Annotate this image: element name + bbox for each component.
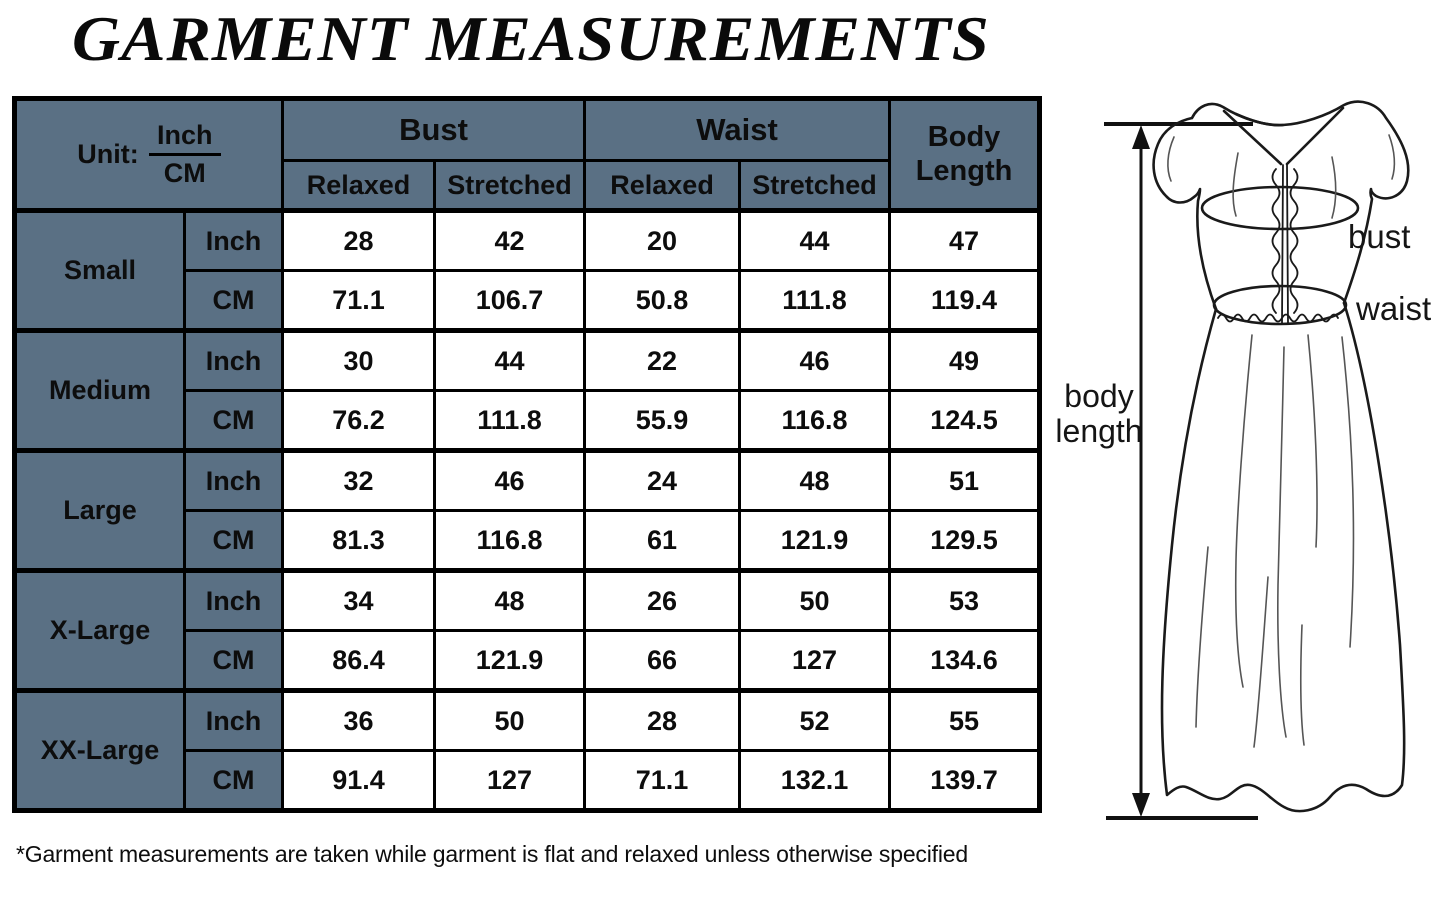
unit-inch-cell: Inch bbox=[185, 211, 283, 271]
unit-cm-cell: CM bbox=[185, 751, 283, 811]
size-label: Medium bbox=[15, 331, 185, 451]
measurement-cell: 50.8 bbox=[585, 271, 740, 331]
measurement-cell: 116.8 bbox=[435, 511, 585, 571]
unit-inch-cell: Inch bbox=[185, 451, 283, 511]
measurement-cell: 121.9 bbox=[435, 631, 585, 691]
waist-relaxed-header: Relaxed bbox=[585, 161, 740, 211]
measurement-cell: 127 bbox=[740, 631, 890, 691]
measurement-cell: 132.1 bbox=[740, 751, 890, 811]
measurement-cell: 48 bbox=[435, 571, 585, 631]
measurement-cell: 55.9 bbox=[585, 391, 740, 451]
measurement-cell: 49 bbox=[890, 331, 1040, 391]
measurement-cell: 52 bbox=[740, 691, 890, 751]
unit-inch-cell: Inch bbox=[185, 691, 283, 751]
measurement-cell: 32 bbox=[283, 451, 435, 511]
measurement-cell: 71.1 bbox=[585, 751, 740, 811]
measurement-cell: 28 bbox=[283, 211, 435, 271]
measurement-cell: 119.4 bbox=[890, 271, 1040, 331]
unit-inch-cell: Inch bbox=[185, 571, 283, 631]
bust-group-header: Bust bbox=[283, 99, 585, 161]
table-row bbox=[15, 691, 1040, 751]
unit-cm-cell: CM bbox=[185, 391, 283, 451]
measurement-cell: 30 bbox=[283, 331, 435, 391]
measurement-cell: 86.4 bbox=[283, 631, 435, 691]
size-label: X-Large bbox=[15, 571, 185, 691]
measurement-cell: 124.5 bbox=[890, 391, 1040, 451]
table-row bbox=[15, 451, 1040, 511]
measurement-cell: 91.4 bbox=[283, 751, 435, 811]
table-row bbox=[15, 571, 1040, 631]
fraction-divider bbox=[149, 153, 221, 156]
measurement-cell: 71.1 bbox=[283, 271, 435, 331]
body-length-label: body length bbox=[1055, 378, 1143, 449]
unit-label: Unit: bbox=[77, 139, 139, 169]
measurement-cell: 48 bbox=[740, 451, 890, 511]
waist-group-header: Waist bbox=[585, 99, 890, 161]
unit-fraction bbox=[149, 120, 221, 189]
measurement-cell: 34 bbox=[283, 571, 435, 631]
measurement-cell: 50 bbox=[435, 691, 585, 751]
measurement-cell: 121.9 bbox=[740, 511, 890, 571]
measurement-cell: 129.5 bbox=[890, 511, 1040, 571]
bust-relaxed-header: Relaxed bbox=[283, 161, 435, 211]
back-ruffle bbox=[1273, 165, 1298, 323]
unit-cm-cell: CM bbox=[185, 631, 283, 691]
measurement-cell: 111.8 bbox=[435, 391, 585, 451]
measurement-cell: 20 bbox=[585, 211, 740, 271]
unit-header-cell bbox=[15, 99, 283, 211]
measurement-cell: 111.8 bbox=[740, 271, 890, 331]
dress-diagram bbox=[1040, 85, 1445, 920]
body-length-header: Body Length bbox=[890, 99, 1040, 211]
page-title: GARMENT MEASUREMENTS bbox=[72, 3, 990, 74]
header-row-groups bbox=[15, 99, 1040, 161]
table-row bbox=[15, 211, 1040, 271]
measurement-cell: 46 bbox=[435, 451, 585, 511]
unit-cm-cell: CM bbox=[185, 511, 283, 571]
measurement-cell: 44 bbox=[435, 331, 585, 391]
measurement-cell: 50 bbox=[740, 571, 890, 631]
measurement-cell: 22 bbox=[585, 331, 740, 391]
measurement-cell: 24 bbox=[585, 451, 740, 511]
unit-inch-cell: Inch bbox=[185, 331, 283, 391]
dress-illustration bbox=[1040, 85, 1445, 920]
table-row bbox=[15, 331, 1040, 391]
unit-inch-label: Inch bbox=[156, 120, 213, 150]
measurement-cell: 44 bbox=[740, 211, 890, 271]
unit-cm-label: CM bbox=[163, 158, 206, 188]
measurement-cell: 66 bbox=[585, 631, 740, 691]
measurement-cell: 139.7 bbox=[890, 751, 1040, 811]
measurement-cell: 42 bbox=[435, 211, 585, 271]
measurement-cell: 106.7 bbox=[435, 271, 585, 331]
measurement-cell: 61 bbox=[585, 511, 740, 571]
measurement-cell: 116.8 bbox=[740, 391, 890, 451]
measurement-cell: 55 bbox=[890, 691, 1040, 751]
unit-cm-cell: CM bbox=[185, 271, 283, 331]
measurement-cell: 53 bbox=[890, 571, 1040, 631]
waist-label: waist bbox=[1356, 290, 1432, 327]
bust-label: bust bbox=[1348, 218, 1411, 255]
bust-stretched-header: Stretched bbox=[435, 161, 585, 211]
measurement-cell: 51 bbox=[890, 451, 1040, 511]
measurement-cell: 28 bbox=[585, 691, 740, 751]
waist-stretched-header: Stretched bbox=[740, 161, 890, 211]
measurement-cell: 36 bbox=[283, 691, 435, 751]
size-label: Small bbox=[15, 211, 185, 331]
footnote-text: *Garment measurements are taken while garment is flat and relaxed unless otherwise specified bbox=[16, 841, 968, 867]
size-label: XX-Large bbox=[15, 691, 185, 811]
measurement-cell: 127 bbox=[435, 751, 585, 811]
measurement-cell: 76.2 bbox=[283, 391, 435, 451]
measurement-cell: 26 bbox=[585, 571, 740, 631]
measurement-cell: 81.3 bbox=[283, 511, 435, 571]
measurement-cell: 134.6 bbox=[890, 631, 1040, 691]
measurement-cell: 47 bbox=[890, 211, 1040, 271]
measurement-cell: 46 bbox=[740, 331, 890, 391]
garment-size-table bbox=[12, 96, 1042, 813]
size-label: Large bbox=[15, 451, 185, 571]
